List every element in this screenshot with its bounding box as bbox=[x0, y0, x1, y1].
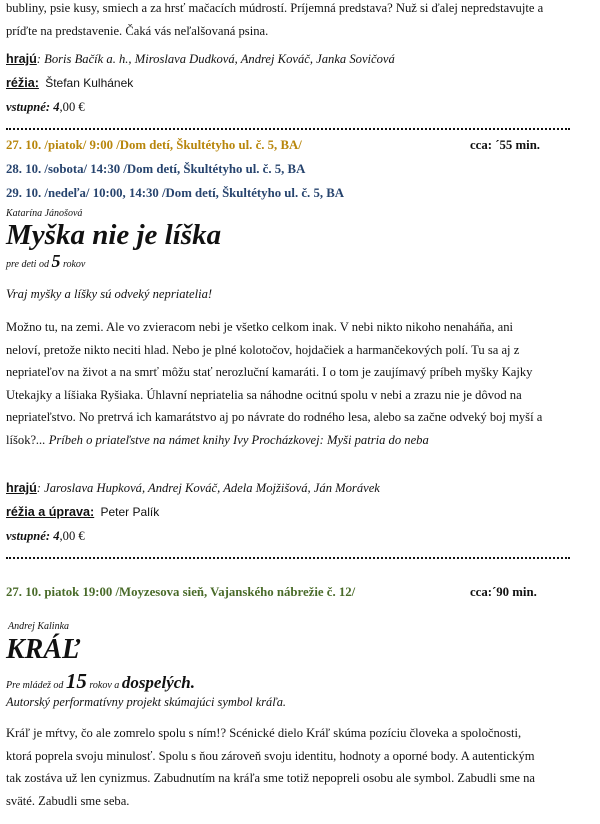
author-1: Katarína Jánošová bbox=[6, 208, 83, 219]
author-2: Andrej Kalinka bbox=[8, 621, 70, 632]
description-line: sväté. Zabudli sme seba. bbox=[6, 793, 130, 808]
description-line: tak zostáva už len cynizmus. Zabudnutím na kráľa sme totiž nepopreli osobu ale symbol. Zabudli sme na bbox=[6, 771, 536, 785]
age-number: 5 bbox=[51, 251, 61, 271]
schedule-row-2: 28. 10. /sobota/ 14:30 /Dom detí, Škultétyho ul. č. 5, BA bbox=[6, 162, 306, 176]
age-number: 15 bbox=[65, 669, 87, 693]
description-line-last bbox=[6, 429, 592, 452]
director-line-1 bbox=[6, 74, 592, 92]
price-line-2 bbox=[6, 527, 592, 545]
description-line: nepriateľstvo. No pretrvá ich kamarátstvo aj po návrate do rodného lesa, alebo sa začne odveký boj myší a bbox=[6, 410, 543, 424]
director-value: Štefan Kulhánek bbox=[45, 76, 134, 90]
cast-value: : Jaroslava Hupková, Andrej Kováč, Adela Mojžišová, Ján Morávek bbox=[36, 481, 380, 495]
age-prefix: Pre mládež od bbox=[6, 680, 66, 691]
schedule-row-3: 29. 10. /nedeľa/ 10:00, 14:30 /Dom detí, Škultétyho ul. č. 5, BA bbox=[6, 186, 345, 200]
schedule-row-4: 27. 10. piatok 19:00 /Moyzesova sieň, Vajanského nábrežie č. 12/ bbox=[6, 585, 356, 599]
show-title-1: Myška nie je líška bbox=[6, 219, 222, 251]
price-value: ,00 € bbox=[59, 100, 85, 114]
director-value: Peter Palík bbox=[100, 505, 160, 519]
intro-paragraph bbox=[6, 0, 592, 42]
director-label: réžia: bbox=[6, 76, 39, 90]
director-label: réžia a úprava: bbox=[6, 505, 95, 519]
intro-line: príďte na predstavenie. Čaká vás neľalšovaná psina. bbox=[6, 23, 269, 38]
cast-line-2 bbox=[6, 479, 592, 497]
age-mid: rokov a bbox=[86, 680, 122, 691]
price-label: vstupné: 4 bbox=[6, 529, 60, 543]
duration-2: cca:´90 min. bbox=[470, 585, 537, 599]
price-value: ,00 € bbox=[59, 529, 85, 543]
price-label: vstupné: 4 bbox=[6, 100, 60, 114]
description-line: Možno tu, na zemi. Ale vo zvieracom nebi je všetko celkom inak. V nebi nikto nikoho nenaháňa, ani bbox=[6, 320, 514, 334]
subtitle-2: Autorský performatívny projekt skúmajúci symbol kráľa. bbox=[6, 695, 287, 709]
dotted-divider bbox=[6, 128, 570, 130]
description-1 bbox=[6, 316, 592, 451]
description-2 bbox=[6, 722, 592, 812]
description-line: Kráľ je mŕtvy, čo ale zomrelo spolu s ním!? Scénické dielo Kráľ skúma pozíciu človeka a spoločnosti, bbox=[6, 726, 522, 740]
description-line: Utekajky a líšiaka Ryšiaka. Úhlavní nepriatelia sa náhodne ocitnú spolu v nebi a zrazu nie je dôvod na bbox=[6, 387, 522, 402]
duration-1: cca: ´55 min. bbox=[470, 138, 541, 152]
description-italic: ... Príbeh o priateľstve na námet knihy Ivy Procházkovej: Myši patria do neba bbox=[36, 432, 429, 447]
age-line-1 bbox=[6, 251, 592, 275]
description-plain: líšok? bbox=[6, 432, 37, 447]
dotted-divider bbox=[6, 557, 570, 559]
description-line: nepriateľov na život a na smrť môžu stať nerozluční kamaráti. I o tom je zaujímavý príbeh myšky Kajky bbox=[6, 365, 533, 379]
description-line: ktorá poprela svoju minulosť. Spolu s ňou zároveň svoju identitu, hodnoty a oporné body. A autentickým bbox=[6, 748, 535, 763]
description-line: neloví, pretože nikto neciti hlad. Nebo je plné kolotočov, hojdačiek a harmančekových polí. Tu sa aj z bbox=[6, 342, 520, 357]
cast-label: hrajú bbox=[6, 52, 37, 66]
show-title-2: KRÁĽ bbox=[6, 634, 80, 665]
cast-line-1 bbox=[6, 50, 592, 68]
tagline-1: Vraj myšky a líšky sú odveký nepriatelia! bbox=[6, 287, 213, 301]
cast-value: : Boris Bačík a. h., Miroslava Dudková, Andrej Kováč, Janka Sovičová bbox=[36, 52, 395, 66]
age-suffix: dospelých. bbox=[121, 673, 195, 692]
director-line-2 bbox=[6, 503, 592, 521]
schedule-row-1: 27. 10. /piatok/ 9:00 /Dom detí, Škultétyho ul. č. 5, BA/ bbox=[6, 138, 302, 152]
age-suffix: rokov bbox=[60, 259, 86, 270]
price-line-1 bbox=[6, 98, 592, 116]
cast-label: hrajú bbox=[6, 481, 37, 495]
intro-line: bubliny, psie kusy, smiech a za hrsť mačacích múdrostí. Príjemná predstava? Nuž si ďalej nepredstavujte a bbox=[6, 1, 544, 15]
age-prefix: pre deti od bbox=[6, 259, 52, 270]
